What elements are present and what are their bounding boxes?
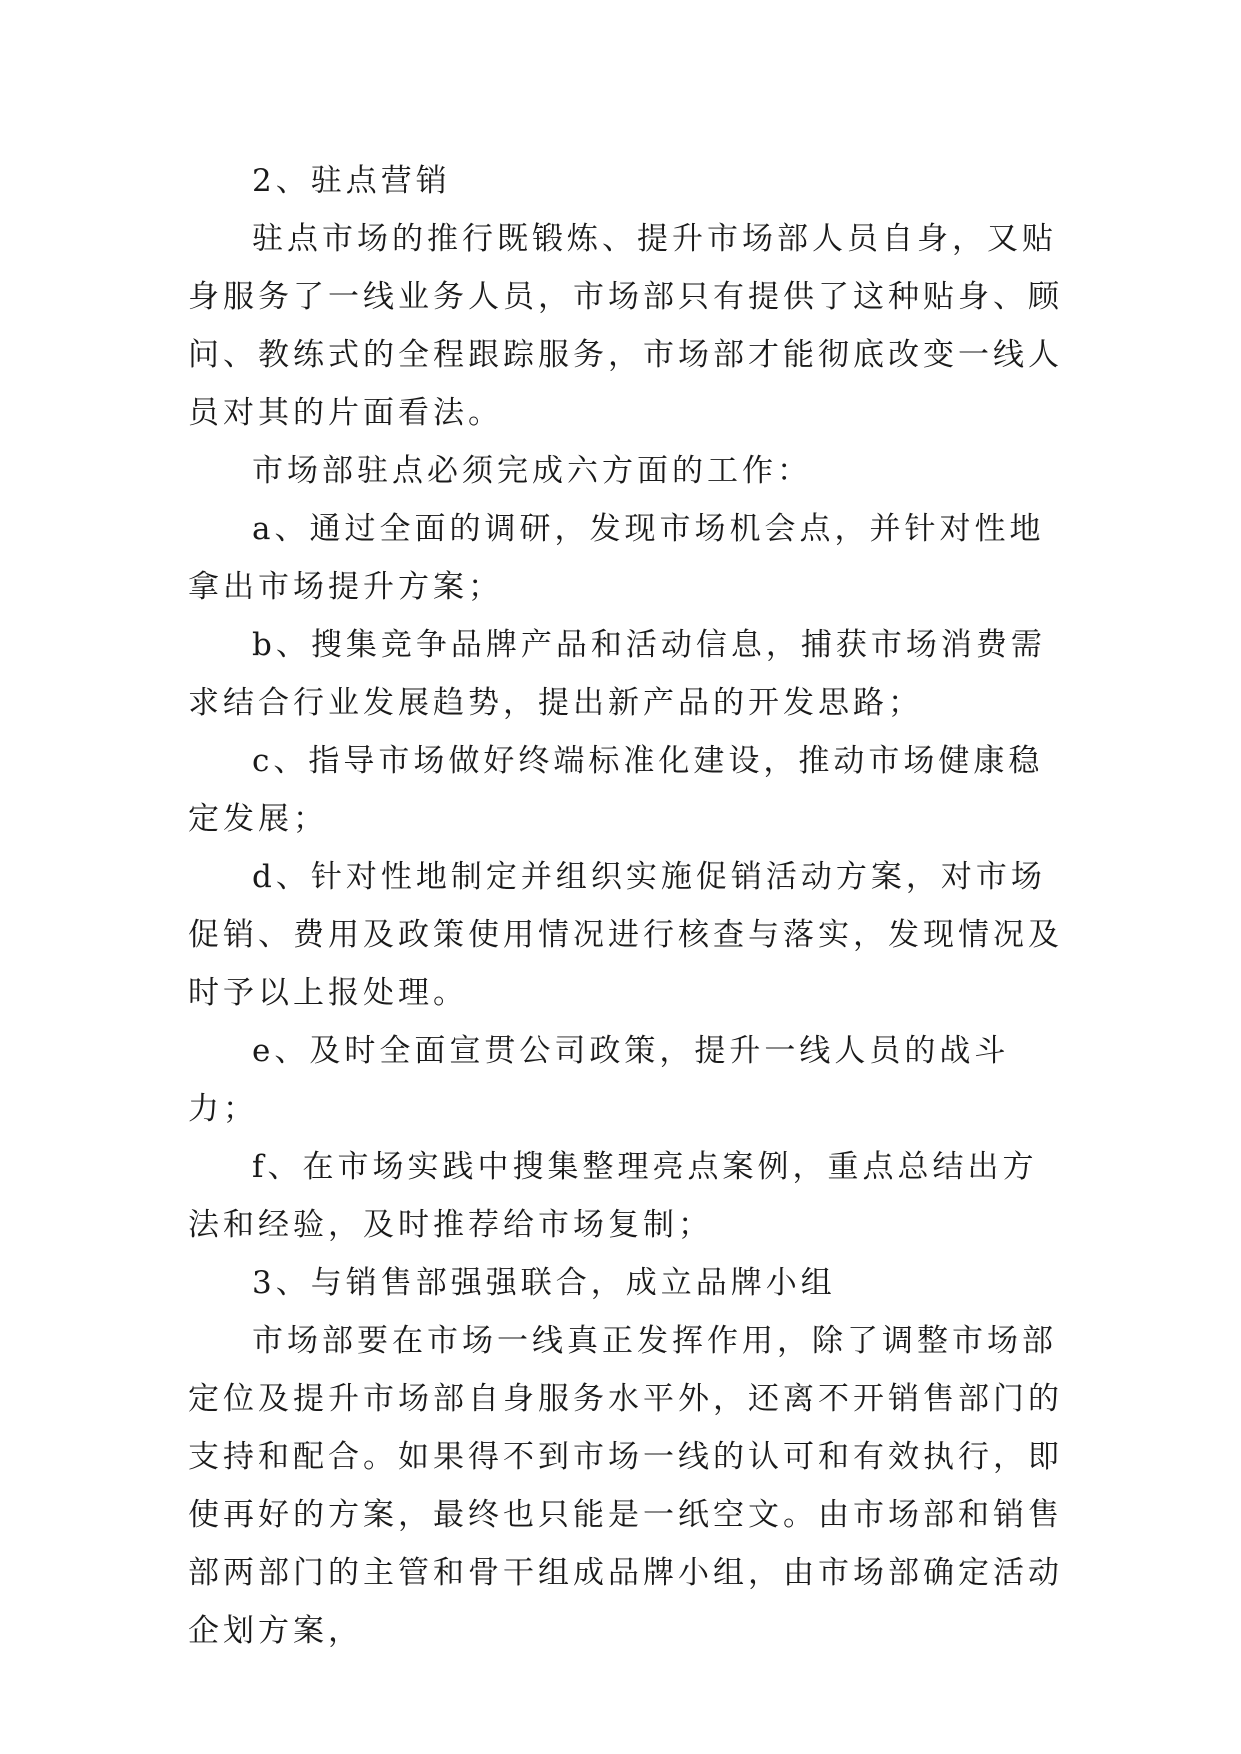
paragraph-brand-team-body: 市场部要在市场一线真正发挥作用，除了调整市场部定位及提升市场部自身服务水平外，还离不开销售部门的支持和配合。如果得不到市场一线的认可和有效执行，即使再好的方案，最终也只能是一纸空文。由市场部和销售部两部门的主管和骨干组成品牌小组，由市场部确定活动企划方案， [188,1323,1063,1649]
list-item-c: c、指导市场做好终端标准化建设，推动市场健康稳定发展； [188,743,1044,837]
document-body [188,152,1068,1660]
paragraph-station-market-intro: 驻点市场的推行既锻炼、提升市场部人员自身，又贴身服务了一线业务人员，市场部只有提供了这种贴身、顾问、教练式的全程跟踪服务，市场部才能彻底改变一线人员对其的片面看法。 [188,221,1063,431]
section-heading-brand-team: 3、与销售部强强联合，成立品牌小组 [252,1265,836,1301]
list-item-f: f、在市场实践中搜集整理亮点案例，重点总结出方法和经验，及时推荐给市场复制； [188,1149,1038,1243]
section-heading-station-marketing: 2、驻点营销 [252,163,451,199]
paragraph-six-tasks-intro: 市场部驻点必须完成六方面的工作： [252,453,812,489]
list-item-e: e、及时全面宣贯公司政策，提升一线人员的战斗力； [188,1033,1010,1127]
list-item-a: a、通过全面的调研，发现市场机会点，并针对性地拿出市场提升方案； [188,511,1045,605]
list-item-d: d、针对性地制定并组织实施促销活动方案，对市场促销、费用及政策使用情况进行核查与落实，发现情况及时予以上报处理。 [188,859,1063,1011]
list-item-b: b、搜集竞争品牌产品和活动信息，捕获市场消费需求结合行业发展趋势，提出新产品的开发思路； [188,627,1046,721]
